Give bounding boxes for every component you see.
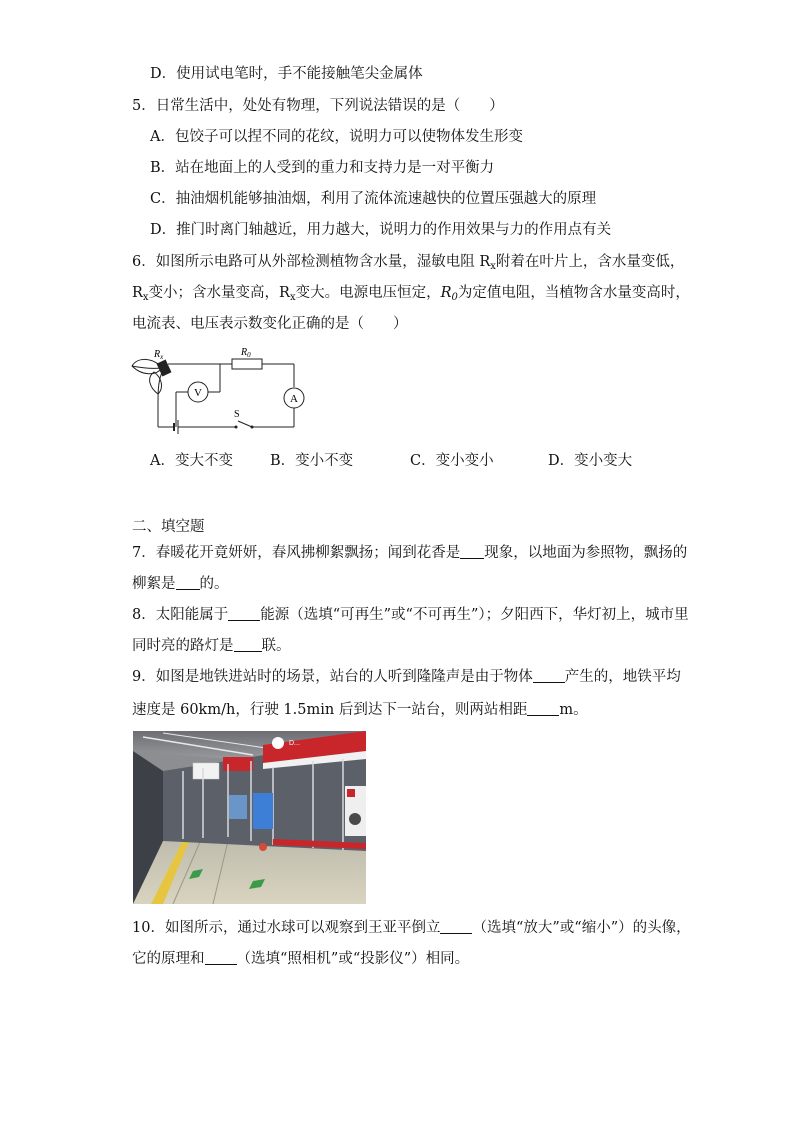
plant-leaf-icon xyxy=(132,359,162,404)
q5-option-b: B．站在地面上的人受到的重力和支持力是一对平衡力 xyxy=(150,160,495,176)
q8-line2: 同时亮的路灯是 联。 xyxy=(132,638,291,654)
q7-line2: 柳絮是 的。 xyxy=(132,576,229,592)
switch-label: S xyxy=(234,409,240,420)
section-title-fill-blank: 二、填空题 xyxy=(132,519,205,535)
q5-option-a: A．包饺子可以捏不同的花纹，说明力可以使物体发生形变 xyxy=(150,129,523,145)
resistor-r0 xyxy=(232,359,262,369)
q6-option-b: B．变小不变 xyxy=(270,453,354,469)
portrait-poster-icon xyxy=(349,813,361,825)
circuit-diagram xyxy=(128,344,308,444)
q10-line2: 它的原理和 （选填“照相机”或“投影仪”）相同。 xyxy=(132,951,470,967)
q6-stem-line1: 6．如图所示电路可从外部检测植物含水量，湿敏电阻 $R_x$附着在叶片上，含水量变低， xyxy=(132,254,685,272)
q7-blank-2[interactable] xyxy=(176,575,200,590)
q9-blank-2[interactable] xyxy=(527,701,559,716)
q7-blank-1[interactable] xyxy=(460,544,484,559)
q10-line1: 10．如图所示，通过水球可以观察到王亚平倒立 （选填“放大”或“缩小”）的头像， xyxy=(132,920,691,936)
q7-line1: 7．春暖花开竟妍妍，春风拂柳絮飘扬；闻到花香是 现象，以地面为参照物，飘扬的 xyxy=(132,545,688,561)
q6-option-c: C．变小变小 xyxy=(410,453,494,469)
q8-blank-2[interactable] xyxy=(234,637,262,652)
q10-blank-2[interactable] xyxy=(205,950,237,965)
q10-blank-1[interactable] xyxy=(440,919,472,934)
switch-icon xyxy=(238,421,252,427)
metro-logo-icon xyxy=(272,737,284,749)
r0-label: $R_0$ xyxy=(241,347,251,359)
q6-stem-line2: $R_x$变小；含水量变高，$R_x$变大。电源电压恒定，$R_0$为定值电阻，当植物含水量变高时， xyxy=(132,285,690,303)
q5-option-d: D．推门时离门轴越近，用力越大，说明力的作用效果与力的作用点有关 xyxy=(150,222,612,238)
q9-line2: 速度是 60km/h，行驶 1.5min 后到达下一站台，则两站相距 m。 xyxy=(132,702,588,718)
q6-stem-line3: 电流表、电压表示数变化正确的是（ ） xyxy=(132,316,408,332)
station-sign-text: D... xyxy=(289,740,300,747)
q8-blank-1[interactable] xyxy=(228,606,260,621)
q9-blank-1[interactable] xyxy=(533,668,565,683)
q6-option-a: A．变大不变 xyxy=(150,453,233,469)
metro-station-photo xyxy=(133,731,366,904)
ammeter-label: A xyxy=(290,393,298,405)
humidity-resistor-rx xyxy=(157,360,172,377)
rx-label: $R_x$ xyxy=(154,349,164,361)
q8-line1: 8．太阳能属于 能源（选填“可再生”或“不可再生”）；夕阳西下，华灯初上，城市里 xyxy=(132,607,689,623)
q5-stem: 5．日常生活中，处处有物理，下列说法错误的是（ ） xyxy=(132,98,504,114)
q4-option-d: D．使用试电笔时，手不能接触笔尖金属体 xyxy=(150,66,423,82)
q5-option-c: C．抽油烟机能够抽油烟，利用了流体流速越快的位置压强越大的原理 xyxy=(150,191,597,207)
q6-option-d: D．变小变大 xyxy=(548,453,633,469)
q9-line1: 9．如图是地铁进站时的场景，站台的人听到隆隆声是由于物体 产生的，地铁平均 xyxy=(132,669,681,685)
voltmeter-label: V xyxy=(194,387,202,399)
